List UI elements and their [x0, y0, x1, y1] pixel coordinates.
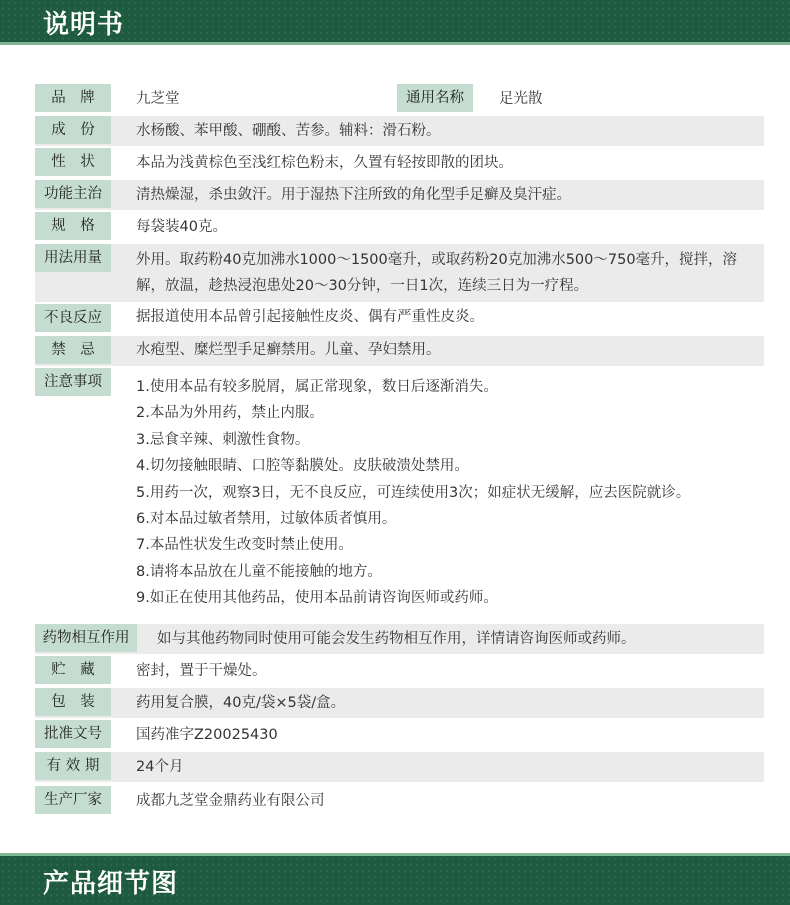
footer-banner: [0, 853, 790, 905]
value-usage: 外用。取药粉40克加沸水1000～1500毫升，或取药粉20克加沸水500～750毫升，搅拌，溶解，放温，趁热浸泡患处20～30分钟，一日1次，连续三日为一疗程。: [136, 252, 738, 294]
label-spec: 规 格: [35, 212, 111, 240]
value-indication: 清热燥湿，杀虫敛汗。用于湿热下注所致的角化型手足癣及臭汗症。: [136, 187, 571, 203]
label-package: 包 装: [35, 688, 111, 716]
value-spec: 每袋装40克。: [136, 219, 227, 235]
row-usage: [35, 244, 764, 302]
list-item: 7.本品性状发生改变时禁止使用。: [136, 537, 353, 554]
label-ingredients: 成 份: [35, 116, 111, 144]
header-banner: [0, 0, 790, 45]
list-item: 5.用药一次，观察3日，无不良反应，可连续使用3次；如症状无缓解，应去医院就诊。: [136, 484, 691, 501]
header-title: 说明书: [43, 10, 125, 40]
value-approval: 国药准字Z20025430: [136, 727, 278, 743]
value-appearance: 本品为浅黄棕色至浅红棕色粉末，久置有轻按即散的团块。: [136, 155, 513, 171]
value-storage: 密封，置于干燥处。: [136, 663, 267, 679]
list-item: 6.对本品过敏者禁用，过敏体质者慎用。: [136, 510, 397, 527]
row-package: [35, 688, 764, 718]
list-item: 4.切勿接触眼睛、口腔等黏膜处。皮肤破溃处禁用。: [136, 458, 469, 475]
row-interactions: [35, 624, 764, 654]
list-item: 8.请将本品放在儿童不能接触的地方。: [136, 563, 382, 580]
row-adverse: [35, 304, 764, 334]
label-approval: 批准文号: [35, 720, 111, 748]
value-expiry: 24个月: [136, 759, 184, 775]
label-manufacturer: 生产厂家: [35, 786, 111, 814]
label-precautions: 注意事项: [35, 368, 111, 396]
label-appearance: 性 状: [35, 148, 111, 176]
label-brand: 品 牌: [35, 84, 111, 112]
row-indication: [35, 180, 764, 210]
label-indication: 功能主治: [35, 180, 111, 208]
list-item: 2.本品为外用药，禁止内服。: [136, 405, 324, 422]
row-spec: [35, 212, 764, 242]
row-ingredients: [35, 116, 764, 146]
row-approval: [35, 720, 764, 750]
value-adverse: 据报道使用本品曾引起接触性皮炎、偶有严重性皮炎。: [136, 309, 484, 325]
value-generic-name: 足光散: [499, 91, 543, 107]
row-storage: [35, 656, 764, 686]
value-interactions: 如与其他药物同时使用可能会发生药物相互作用，详情请咨询医师或药师。: [157, 631, 636, 647]
row-manufacturer: [35, 786, 764, 816]
row-brand: [35, 84, 764, 114]
row-expiry: [35, 752, 764, 782]
value-brand: 九芝堂: [136, 91, 180, 107]
label-adverse: 不良反应: [35, 304, 111, 332]
value-package: 药用复合膜，40克/袋×5袋/盒。: [136, 695, 346, 711]
label-generic-name: 通用名称: [397, 84, 473, 112]
label-expiry: 有 效 期: [35, 752, 111, 780]
list-item: 3.忌食辛辣、刺激性食物。: [136, 431, 310, 448]
value-ingredients: 水杨酸、苯甲酸、硼酸、苦参。辅料：滑石粉。: [136, 123, 441, 139]
label-interactions: 药物相互作用: [35, 624, 137, 652]
row-contraindications: [35, 336, 764, 366]
precautions-list: [136, 374, 690, 612]
list-item: 1.使用本品有较多脱屑，属正常现象，数日后逐渐消失。: [136, 379, 498, 395]
row-appearance: [35, 148, 764, 178]
footer-title: 产品细节图: [43, 869, 179, 899]
label-contraindications: 禁 忌: [35, 336, 111, 364]
value-manufacturer: 成都九芝堂金鼎药业有限公司: [136, 793, 325, 809]
label-storage: 贮 藏: [35, 656, 111, 684]
list-item: 9.如正在使用其他药品，使用本品前请咨询医师或药师。: [136, 590, 498, 607]
value-contraindications: 水疱型、糜烂型手足癣禁用。儿童、孕妇禁用。: [136, 342, 441, 358]
row-precautions: [35, 368, 764, 618]
label-usage: 用法用量: [35, 244, 111, 272]
